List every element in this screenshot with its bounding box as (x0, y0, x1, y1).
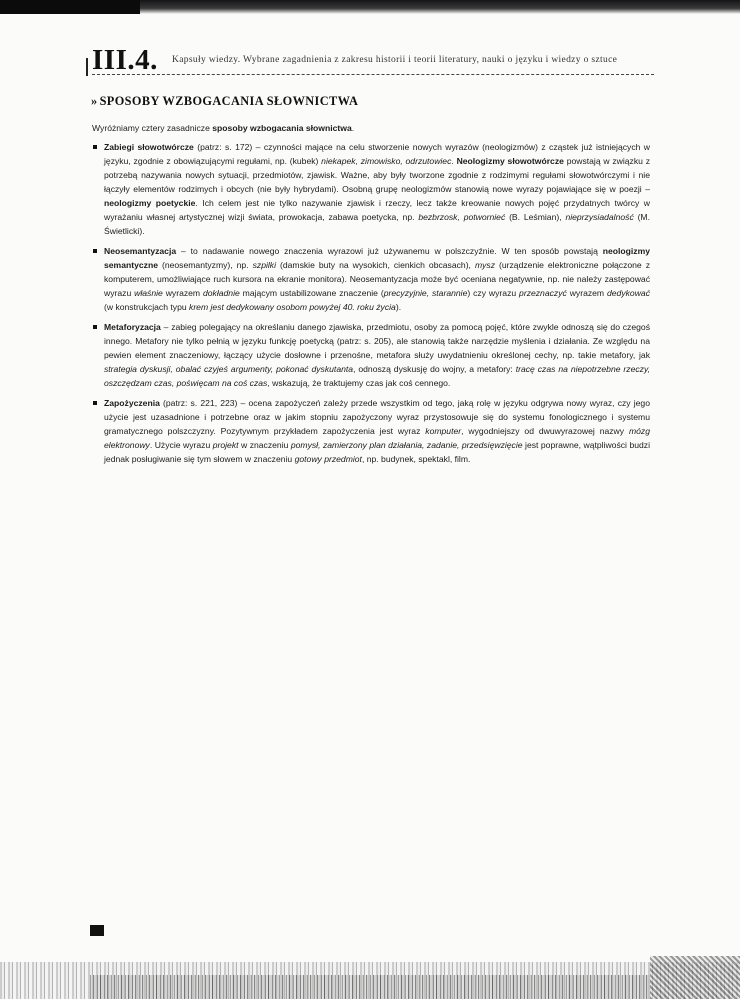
chapter-number: III.4. (92, 44, 158, 76)
section-title-text: SPOSOBY WZBOGACANIA SŁOWNICTWA (99, 94, 359, 108)
item-text: powstają w związku z potrzebą nazywania nowych sytuacji, przedmiotów, zjawisk. Ważne, aby były tworzone zgodnie z rodzimymi regułami słowotwórczymi i nie łączyły elementów rodzimych i obcych (nie były hybrydami). Osobną grupę neologizmów stanowią nowe wyrazy pojawiające się w poezji – (104, 156, 650, 194)
item-text: wyrazem (162, 288, 203, 298)
example-text: dokładnie (202, 288, 240, 298)
item-text: , wygodniejszy od dwuwyrazowej nazwy (461, 426, 629, 436)
item-text: ). (395, 302, 402, 312)
scan-corner-artifact (650, 956, 740, 999)
item-text: , odnoszą dyskusję do wojny, a metafory: (353, 364, 516, 374)
bullet-icon (93, 145, 97, 149)
example-text: tracę czas na niepotrzebne rzeczy, oszczędzam czas, poświęcam na coś czas (104, 364, 651, 388)
item-text: (patrz: s. 221, 223) – ocena zapożyczeń zależy przede wszystkim od tego, jaką rolę w języku odgrywa nowy wyraz, czy jego użycie jest uzasadnione i potrzebne oraz w jakim stopniu zapożyczony wyraz przystosowuje się do systemu fonologicznego i systemu gramatycznego polszczyzny. Pozytywnym przykładem zapożyczenia jest wyraz (104, 398, 650, 436)
example-text: szpilki (252, 260, 276, 270)
term-heading: Zapożyczenia (104, 398, 160, 408)
item-text: ) czy wyrazu (467, 288, 520, 298)
item-text: w znaczeniu (238, 440, 291, 450)
bold-term: neologizmy poetyckie (104, 198, 196, 208)
scan-top-shadow (0, 0, 740, 14)
item-text: (B. Leśmian), (505, 212, 566, 222)
item-text: , wskazują, że traktujemy czas jak coś cennego. (267, 378, 451, 388)
example-text: bezbrzosk, potwornieć (418, 212, 506, 222)
list-item-metaforyzacja (92, 320, 650, 390)
intro-text-end: . (351, 123, 355, 133)
term-heading: Metaforyzacja (104, 322, 161, 332)
example-text: mózg elektronowy (104, 426, 650, 450)
bullet-icon (93, 401, 97, 405)
item-text: wyrazem (566, 288, 607, 298)
list-item-neosemantyzacja (92, 244, 650, 314)
example-text: właśnie (134, 288, 163, 298)
item-text: . Ich celem jest nie tylko nazywanie zjawisk i rzeczy, lecz także kreowanie nowych pojęć przydatnych twórcy w wyrażaniu własnej artystycznej wizji świata, prowokacja, zabawa poetycka, np. (104, 198, 650, 222)
item-text: (neosemantyzmy), np. (157, 260, 253, 270)
list-item-slowotworcze (92, 140, 650, 238)
item-text: mającym ustabilizowane znaczenie ( (239, 288, 384, 298)
example-text: pomysł, zamierzony plan działania, zadanie, przedsięwzięcie (290, 440, 523, 450)
intro-text: Wyróżniamy cztery zasadnicze (92, 123, 213, 133)
intro-bold-term: sposoby wzbogacania słownictwa (212, 123, 352, 133)
section-heading (91, 94, 358, 109)
item-text: , np. budynek, spektakl, film. (361, 454, 471, 464)
item-text: – to nadawanie nowego znaczenia wyrazowi już używanemu w polszczyźnie. W ten sposób powstają (176, 246, 603, 256)
section-marker-icon: » (91, 94, 98, 108)
bold-term: Neologizmy słowotwórcze (456, 156, 564, 166)
bold-term: neologizmy semantyczne (104, 246, 650, 270)
item-text: (M. Świetlicki). (104, 212, 650, 236)
list-item-zapozyczenia (92, 396, 650, 466)
example-text: nieprzysiadalność (565, 212, 634, 222)
page-corner-marker (90, 925, 104, 936)
example-text: niekapek, zimowisko, odrzutowiec (321, 156, 452, 166)
header-rule (92, 74, 654, 75)
item-text: (damskie buty na wysokich, cienkich obcasach), (276, 260, 475, 270)
example-text: dedykować (607, 288, 650, 298)
item-text: . Użycie wyrazu (149, 440, 213, 450)
item-text: . (451, 156, 457, 166)
example-text: projekt (212, 440, 239, 450)
term-heading: Zabiegi słowotwórcze (104, 142, 194, 152)
page-header (92, 44, 662, 76)
running-header: Kapsuły wiedzy. Wybrane zagadnienia z zakresu historii i teorii literatury, nauki o języku i wiedzy o sztuce (172, 55, 618, 65)
example-text: strategia dyskusji, obalać czyjeś argumenty, pokonać dyskutanta (104, 364, 354, 374)
bullet-icon (93, 325, 97, 329)
example-text: komputer (425, 426, 462, 436)
scan-bottom-artifact (90, 975, 650, 999)
example-text: przeznaczyć (519, 288, 567, 298)
header-left-rule (86, 58, 88, 76)
term-heading: Neosemantyzacja (104, 246, 177, 256)
example-text: krem jest dedykowany osobom powyżej 40. roku życia (189, 302, 396, 312)
item-text: jest poprawne, wątpliwości budzi jednak posługiwanie się tym słowem w znaczeniu (104, 440, 650, 464)
example-text: precyzyjnie, starannie (383, 288, 468, 298)
intro-paragraph (92, 121, 650, 135)
article-body (92, 121, 650, 472)
bullet-icon (93, 249, 97, 253)
item-text: (w konstrukcjach typu (104, 302, 190, 312)
item-text: (patrz: s. 172) – czynności mające na celu stworzenie nowych wyrazów (neologizmów) z cząstek już istniejących w języku, zgodnie z obowiązującymi regułami, np. (kubek) (104, 142, 650, 166)
item-text: – zabieg polegający na określaniu danego zjawiska, przedmiotu, osoby za pomocą pojęć, które zwykle odnoszą się do czegoś innego. Metafory nie tylko pełnią w języku funkcję poetycką (patrz: s. 205), ale stanowią także narzędzie myślenia i działania. Ze względu na pewien element znaczeniowy, łączący użycie dosłowne i przenośne, metafora służy uwydatnieniu określonej cechy, np. takie metafory, jak (104, 322, 650, 360)
example-text: mysz (474, 260, 496, 270)
example-text: gotowy przedmiot (294, 454, 362, 464)
item-text: (urządzenie elektroniczne połączone z komputerem, umożliwiające ruch kursora na ekranie monitora). Neosemantyzacja może być oceniana negatywnie, np. nie należy zastępować wyrazu (104, 260, 650, 298)
